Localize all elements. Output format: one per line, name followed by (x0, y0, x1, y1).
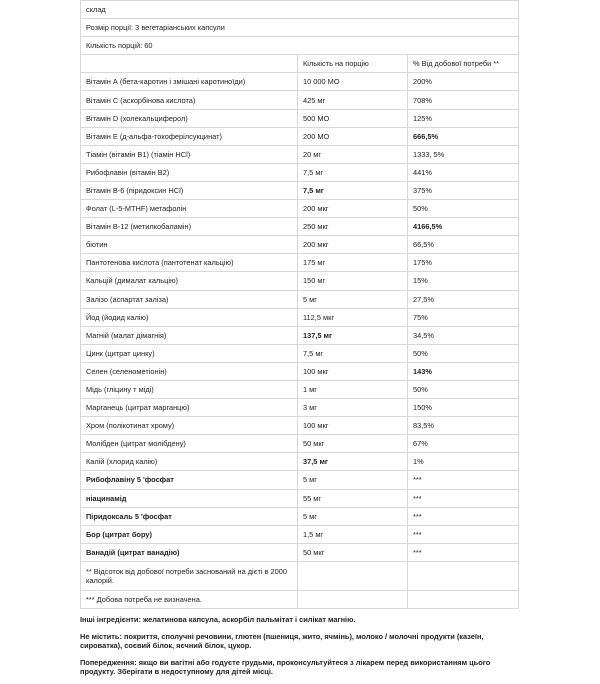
free-from-text: покриття, сполучні речовини, глютен (пшениця, жито, ячмінь), молоко / молочні продукти (казеїн, сироватка), соєвий білок, яєчний білок, цукор. (80, 632, 484, 650)
table-row (81, 326, 519, 344)
nutrient-daily-value: 66,5% (408, 236, 519, 254)
nutrient-daily-value: 666,5% (408, 127, 519, 145)
free-from (80, 632, 518, 650)
nutrient-amount: 100 мкг (298, 362, 408, 380)
table-row (81, 308, 519, 326)
nutrient-name: Вітамін А (бета-каротин і змішані каротиноїди) (81, 73, 298, 91)
table-row (81, 236, 519, 254)
composition-label: склад (81, 1, 519, 19)
servings-count: Кількість порцій: 60 (81, 37, 519, 55)
nutrient-daily-value: 50% (408, 200, 519, 218)
nutrient-name: Хром (полікотинат хрому) (81, 417, 298, 435)
other-ingredients-text: желатинова капсула, аскорбіл пальмітат і силікат магнію. (140, 615, 356, 624)
nutrient-name: Калій (хлорид калію) (81, 453, 298, 471)
table-row (81, 109, 519, 127)
table-row-serving-size (81, 19, 519, 37)
nutrient-name: Ванадій (цитрат ванадію) (81, 543, 298, 561)
nutrient-amount: 100 мкг (298, 417, 408, 435)
nutrient-daily-value: 708% (408, 91, 519, 109)
nutrient-name: Рибофлавіну 5 'фосфат (81, 471, 298, 489)
nutrient-amount: 112,5 мкг (298, 308, 408, 326)
nutrient-amount: 37,5 мг (298, 453, 408, 471)
nutrient-daily-value: *** (408, 525, 519, 543)
nutrient-daily-value: 175% (408, 254, 519, 272)
nutrient-amount: 250 мкг (298, 218, 408, 236)
table-row (81, 290, 519, 308)
table-row (81, 181, 519, 199)
nutrient-amount: 20 мг (298, 145, 408, 163)
nutrient-amount: 175 мг (298, 254, 408, 272)
table-row (81, 254, 519, 272)
nutrient-name: Магній (малат дімагнія) (81, 326, 298, 344)
table-row (81, 163, 519, 181)
table-row (81, 200, 519, 218)
nutrient-daily-value: 15% (408, 272, 519, 290)
other-ingredients (80, 615, 518, 624)
table-row (81, 362, 519, 380)
nutrient-daily-value: 1% (408, 453, 519, 471)
nutrient-name: Марганець (цитрат марганцю) (81, 399, 298, 417)
nutrient-daily-value: 1333, 5% (408, 145, 519, 163)
nutrient-daily-value: 200% (408, 73, 519, 91)
column-header-daily-value: % Від добової потреби ** (408, 55, 519, 73)
nutrient-amount: 1,5 мг (298, 525, 408, 543)
nutrient-name: Фолат (L-5-MTHF) метафолін (81, 200, 298, 218)
table-row-footnote-nv (81, 590, 519, 608)
table-row-footnote-dv (81, 561, 519, 590)
table-row-servings-count (81, 37, 519, 55)
table-row (81, 218, 519, 236)
nutrient-name: Кальцій (дималат кальцію) (81, 272, 298, 290)
footnote-blank-cell (298, 561, 408, 590)
table-row (81, 380, 519, 398)
nutrient-daily-value: 27,5% (408, 290, 519, 308)
other-ingredients-label: Інші інгредієнти: (80, 615, 141, 624)
nutrient-amount: 55 мг (298, 489, 408, 507)
nutrient-amount: 7,5 мг (298, 181, 408, 199)
footnote-blank-cell (298, 590, 408, 608)
nutrient-daily-value: 67% (408, 435, 519, 453)
nutrient-name: Рибофлавін (вітамін В2) (81, 163, 298, 181)
nutrient-amount: 200 мкг (298, 200, 408, 218)
table-row (81, 417, 519, 435)
nutrient-daily-value: 50% (408, 344, 519, 362)
nutrient-amount: 50 мкг (298, 543, 408, 561)
nutrient-amount: 500 МО (298, 109, 408, 127)
nutrient-name: Тіамін (вітамін В1) (тіамін HCl) (81, 145, 298, 163)
nutrient-name: Залізо (аспартат заліза) (81, 290, 298, 308)
nutrient-name: Мідь (гліцину т міді) (81, 380, 298, 398)
table-row (81, 453, 519, 471)
nutrient-name: Вітамін Е (д-альфа-токоферілсукцинат) (81, 127, 298, 145)
nutrient-daily-value: *** (408, 471, 519, 489)
nutrient-name: Пантотенова кислота (пантотенат кальцію) (81, 254, 298, 272)
column-header-amount: Кількість на порцію (298, 55, 408, 73)
table-header-row (81, 55, 519, 73)
footnote-blank-cell (408, 561, 519, 590)
nutrient-amount: 50 мкг (298, 435, 408, 453)
table-row (81, 507, 519, 525)
nutrient-amount: 200 мкг (298, 236, 408, 254)
nutrient-amount: 10 000 МО (298, 73, 408, 91)
serving-size: Розмір порції: 3 вегетаріанських капсули (81, 19, 519, 37)
nutrient-daily-value: 34,5% (408, 326, 519, 344)
free-from-label: Не містить: (80, 632, 122, 641)
nutrient-daily-value: 83,5% (408, 417, 519, 435)
table-row (81, 91, 519, 109)
nutrient-daily-value: 441% (408, 163, 519, 181)
footnote-not-established: *** Добова потреба не визначена. (81, 590, 298, 608)
nutrient-name: Вітамін В-12 (метилкобаламін) (81, 218, 298, 236)
nutrient-amount: 137,5 мг (298, 326, 408, 344)
nutrient-name: Молібден (цитрат молібдену) (81, 435, 298, 453)
nutrient-daily-value: 50% (408, 380, 519, 398)
nutrient-name: біотин (81, 236, 298, 254)
nutrient-daily-value: 4166,5% (408, 218, 519, 236)
nutrient-amount: 5 мг (298, 471, 408, 489)
nutrient-amount: 5 мг (298, 507, 408, 525)
nutrient-daily-value: 75% (408, 308, 519, 326)
supplement-facts-sheet (80, 0, 518, 684)
nutrient-name: Піридоксаль 5 'фосфат (81, 507, 298, 525)
notes-section (80, 615, 518, 676)
nutrient-daily-value: 143% (408, 362, 519, 380)
nutrient-daily-value: *** (408, 507, 519, 525)
table-row (81, 543, 519, 561)
table-row (81, 145, 519, 163)
warning-label: Попередження: (80, 658, 137, 667)
table-row (81, 73, 519, 91)
table-row-composition (81, 1, 519, 19)
nutrient-amount: 425 мг (298, 91, 408, 109)
table-row (81, 344, 519, 362)
table-row (81, 471, 519, 489)
footnote-daily-value: ** Відсоток від добової потреби заснований на дієті в 2000 калорій. (81, 561, 298, 590)
nutrient-amount: 7,5 мг (298, 344, 408, 362)
table-row (81, 435, 519, 453)
nutrient-name: ніацинамід (81, 489, 298, 507)
header-blank-cell (81, 55, 298, 73)
nutrient-name: Йод (йодид калію) (81, 308, 298, 326)
supplement-facts-table (80, 0, 519, 609)
table-row (81, 127, 519, 145)
nutrient-daily-value: 125% (408, 109, 519, 127)
nutrient-daily-value: *** (408, 489, 519, 507)
nutrient-daily-value: 150% (408, 399, 519, 417)
nutrient-name: Бор (цитрат бору) (81, 525, 298, 543)
table-row (81, 272, 519, 290)
warning (80, 658, 518, 676)
nutrient-amount: 5 мг (298, 290, 408, 308)
table-row (81, 525, 519, 543)
nutrient-name: Цинк (цитрат цинку) (81, 344, 298, 362)
nutrient-amount: 150 мг (298, 272, 408, 290)
footnote-blank-cell (408, 590, 519, 608)
nutrient-amount: 1 мг (298, 380, 408, 398)
table-row (81, 489, 519, 507)
nutrient-amount: 200 МО (298, 127, 408, 145)
table-row (81, 399, 519, 417)
nutrient-name: Вітамін D (холекальциферол) (81, 109, 298, 127)
nutrient-daily-value: 375% (408, 181, 519, 199)
nutrient-amount: 3 мг (298, 399, 408, 417)
nutrient-name: Селен (селенометіонін) (81, 362, 298, 380)
nutrient-amount: 7,5 мг (298, 163, 408, 181)
nutrient-daily-value: *** (408, 543, 519, 561)
warning-text: якщо ви вагітні або годуєте грудьми, проконсультуйтеся з лікарем перед використанням цього продукту. Зберігати в недоступному для дітей місці. (80, 658, 491, 676)
nutrient-name: Вітамін В-6 (піридоксин HCl) (81, 181, 298, 199)
nutrient-name: Вітамін С (аскорбінова кислота) (81, 91, 298, 109)
